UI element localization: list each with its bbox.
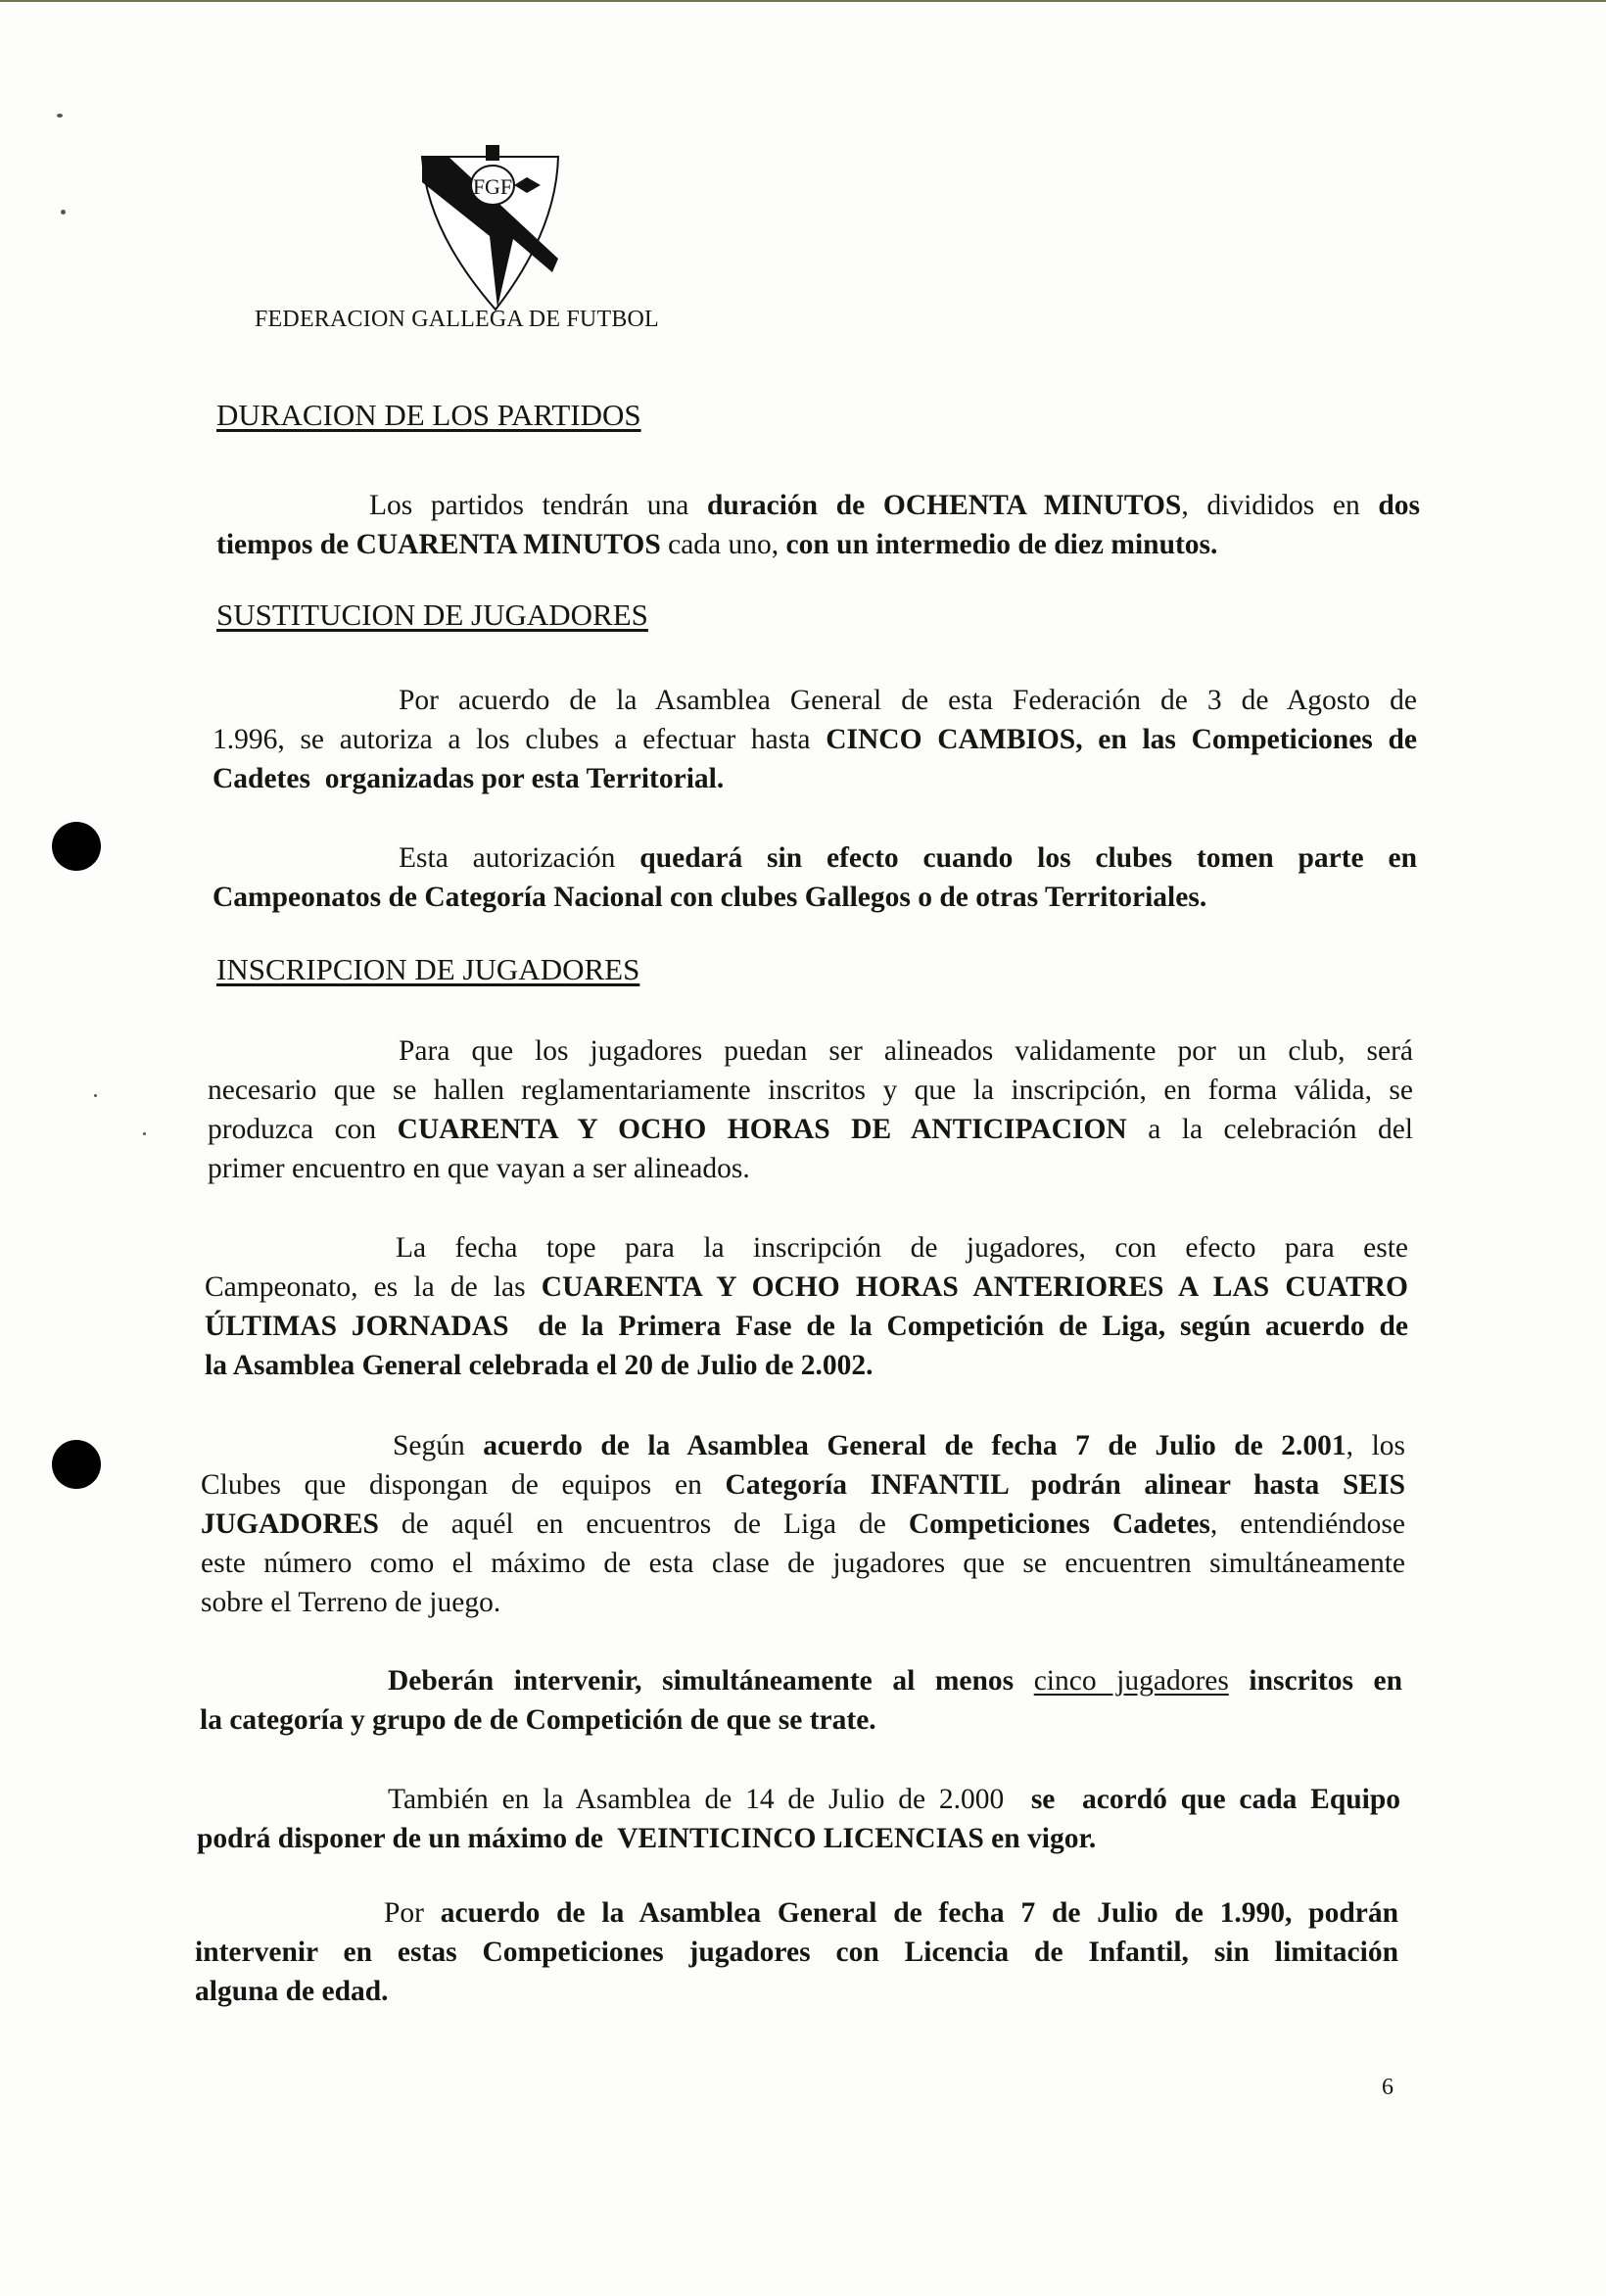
- text: de aquél en encuentros de Liga de: [378, 1508, 909, 1540]
- text-line: [195, 1972, 1398, 2011]
- text-line: [195, 1933, 1398, 1972]
- text-line: [205, 1228, 1408, 1268]
- text: , entendiéndose: [1209, 1508, 1405, 1540]
- bold-text: quedará sin efecto cuando los clubes tomen parte en: [639, 842, 1417, 874]
- text-line: [205, 1268, 1408, 1307]
- bold-text: JUGADORES: [201, 1508, 379, 1540]
- paragraph: [205, 1228, 1408, 1385]
- bold-text: Deberán intervenir, simultáneamente al menos: [388, 1665, 1034, 1697]
- paragraph: [213, 838, 1417, 917]
- text-line: [195, 1893, 1398, 1933]
- text-line: [201, 1583, 1405, 1622]
- bold-text: la categoría y grupo de de Competición de que se trate.: [200, 1704, 876, 1736]
- text: , los: [1346, 1430, 1405, 1461]
- text: primer encuentro en que vayan a ser alineados.: [208, 1153, 750, 1184]
- paragraph: [208, 1031, 1413, 1188]
- paragraph: [213, 681, 1417, 798]
- bold-text: acuerdo de la Asamblea General de fecha 7 de Julio de 1.990, podrán: [440, 1897, 1398, 1929]
- text: este número como el máximo de esta clase de jugadores que se encuentren simultáneamente: [201, 1548, 1405, 1579]
- text: Los partidos tendrán una: [369, 490, 707, 521]
- section-heading: INSCRIPCION DE JUGADORES: [216, 952, 640, 986]
- bold-text: CUARENTA Y OCHO HORAS DE ANTICIPACION: [397, 1114, 1127, 1145]
- text-line: [213, 720, 1417, 759]
- page-number: 6: [1382, 2075, 1393, 2100]
- text: necesario que se hallen reglamentariamente inscritos y que la inscripción, en forma válida, se: [208, 1075, 1413, 1106]
- text: produzca con: [208, 1114, 398, 1145]
- bold-text: podrá disponer de un máximo de VEINTICINCO LICENCIAS en vigor.: [197, 1823, 1097, 1854]
- text: Clubes que dispongan de equipos en: [201, 1469, 726, 1501]
- text: Según: [393, 1430, 484, 1461]
- svg-text:FGF: FGF: [472, 174, 513, 199]
- underlined-text: cinco jugadores: [1033, 1665, 1229, 1697]
- bold-text: inscritos en: [1228, 1665, 1402, 1697]
- text: Campeonato, es la de las: [205, 1271, 542, 1303]
- text-line: [200, 1661, 1402, 1700]
- text-line: [208, 1110, 1413, 1149]
- punch-hole: [52, 822, 101, 871]
- bold-text: acuerdo de la Asamblea General de fecha 7 de Julio de 2.001: [483, 1430, 1346, 1461]
- paragraph: [197, 1780, 1400, 1858]
- paragraph: [195, 1893, 1398, 2011]
- bold-text: Categoría INFANTIL podrán alinear hasta SEIS: [725, 1469, 1405, 1501]
- text-line: [201, 1465, 1405, 1505]
- text: Por acuerdo de la Asamblea General de esta Federación de 3 de Agosto de: [399, 685, 1417, 716]
- section-heading: SUSTITUCION DE JUGADORES: [216, 598, 648, 632]
- scan-speck: [61, 210, 66, 215]
- paragraph: [201, 1426, 1405, 1622]
- text-line: [205, 1346, 1408, 1385]
- text-line: [200, 1700, 1402, 1740]
- text: Esta autorización: [399, 842, 640, 874]
- text-line: [205, 1307, 1408, 1346]
- text-line: [201, 1505, 1405, 1544]
- federation-shield-logo: [419, 143, 561, 311]
- text: a la celebración del: [1126, 1114, 1414, 1145]
- text: 1.996, se autoriza a los clubes a efectuar hasta: [213, 724, 827, 755]
- text: La fecha tope para la inscripción de jugadores, con efecto para este: [396, 1232, 1408, 1264]
- text: cada uno,: [660, 529, 786, 560]
- text-line: [213, 681, 1417, 720]
- text-line: [208, 1031, 1413, 1071]
- text: , divididos en: [1181, 490, 1379, 521]
- text-line: [201, 1544, 1405, 1583]
- bold-text: duración de OCHENTA MINUTOS: [706, 490, 1182, 521]
- scan-edge-line: [0, 0, 1606, 2]
- organization-name: FEDERACION GALLEGA DE FUTBOL: [255, 307, 659, 332]
- text-line: [213, 838, 1417, 878]
- scan-speck: [94, 1094, 97, 1097]
- text-line: [201, 1426, 1405, 1465]
- bold-text: ÚLTIMAS JORNADAS de la Primera Fase de la Competición de Liga, según acuerdo de: [205, 1311, 1408, 1342]
- section-heading: DURACION DE LOS PARTIDOS: [216, 398, 641, 432]
- bold-text: Competiciones Cadetes: [908, 1508, 1210, 1540]
- bold-text: con un intermedio de diez minutos.: [785, 529, 1218, 560]
- text-line: [197, 1819, 1400, 1858]
- text: sobre el Terreno de juego.: [201, 1587, 501, 1618]
- text-line: [208, 1149, 1413, 1188]
- bold-text: alguna de edad.: [195, 1976, 389, 2007]
- bold-text: intervenir en estas Competiciones jugadores con Licencia de Infantil, sin limitación: [195, 1937, 1398, 1968]
- text-line: [213, 878, 1417, 917]
- text-line: [213, 759, 1417, 798]
- bold-text: se acordó que cada Equipo: [1030, 1784, 1400, 1815]
- paragraph: [200, 1661, 1402, 1740]
- text-line: [216, 486, 1420, 525]
- bold-text: la Asamblea General celebrada el 20 de Julio de 2.002.: [205, 1350, 874, 1381]
- text: Para que los jugadores puedan ser alineados validamente por un club, será: [399, 1035, 1413, 1067]
- bold-text: dos: [1378, 490, 1420, 521]
- text: Por: [384, 1897, 441, 1929]
- text: También en la Asamblea de 14 de Julio de 2.000: [388, 1784, 1031, 1815]
- paragraph: [216, 486, 1420, 564]
- punch-hole: [52, 1440, 101, 1489]
- scan-speck: [143, 1132, 146, 1135]
- bold-text: Campeonatos de Categoría Nacional con clubes Gallegos o de otras Territoriales.: [213, 882, 1207, 913]
- bold-text: tiempos de CUARENTA MINUTOS: [216, 529, 661, 560]
- bold-text: CINCO CAMBIOS, en las Competiciones de: [826, 724, 1417, 755]
- text-line: [216, 525, 1420, 564]
- text-line: [197, 1780, 1400, 1819]
- bold-text: CUARENTA Y OCHO HORAS ANTERIORES A LAS CUATRO: [541, 1271, 1408, 1303]
- text-line: [208, 1071, 1413, 1110]
- scan-speck: [57, 114, 63, 118]
- bold-text: Cadetes organizadas por esta Territorial.: [213, 763, 725, 794]
